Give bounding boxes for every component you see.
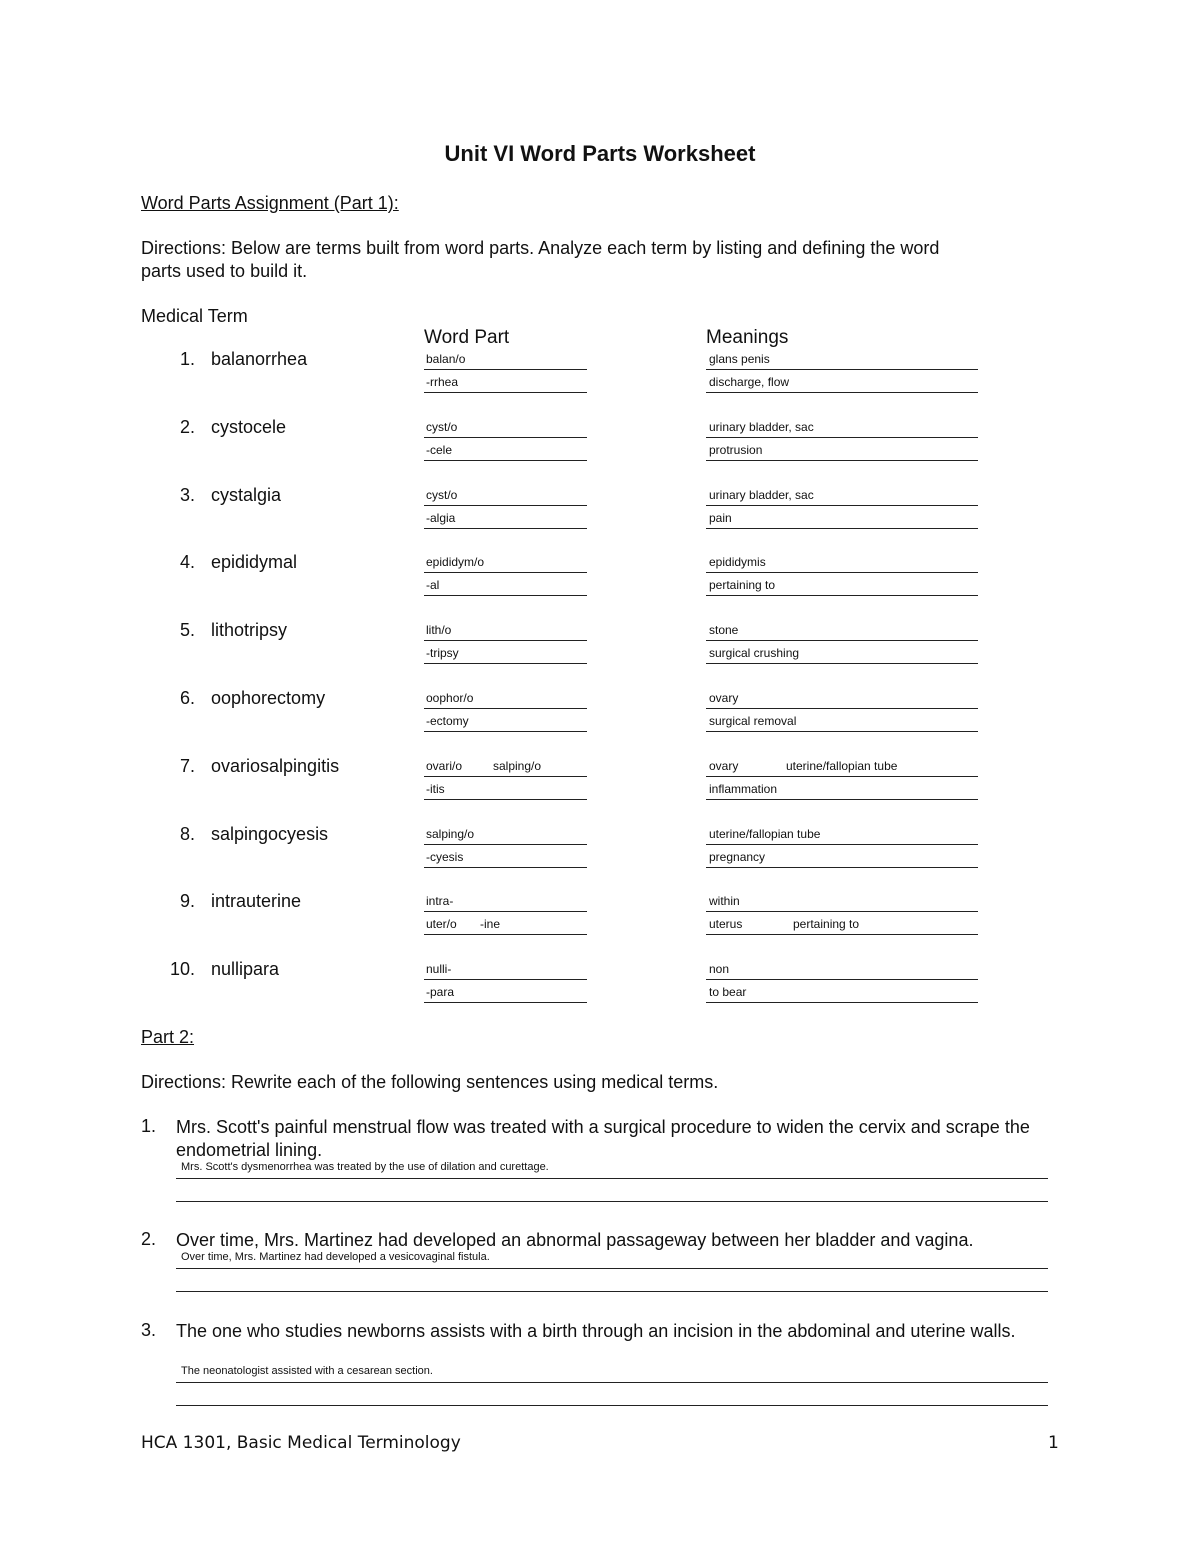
meaning-1: stone bbox=[709, 623, 739, 638]
meaning-2: protrusion bbox=[709, 442, 763, 457]
meaning-line bbox=[706, 369, 978, 370]
word-part-2: -al bbox=[426, 578, 440, 593]
term-number: 6. bbox=[179, 688, 195, 708]
term-name: cystalgia bbox=[211, 484, 282, 505]
word-part-line bbox=[424, 505, 587, 506]
question-number: 2. bbox=[141, 1229, 157, 1249]
word-part-2: -cele bbox=[426, 442, 453, 457]
word-part-line bbox=[424, 460, 587, 461]
term-number: 5. bbox=[179, 620, 195, 641]
word-part-line bbox=[424, 776, 587, 777]
word-part-1: cyst/o bbox=[426, 487, 458, 502]
meaning-line bbox=[706, 460, 978, 461]
term-number: 7. bbox=[179, 755, 195, 776]
word-part-2b: -ine bbox=[480, 917, 501, 932]
answer-line bbox=[176, 1405, 1048, 1406]
term-number: 3. bbox=[179, 484, 195, 505]
word-part-1: oophor/o bbox=[426, 691, 474, 705]
meaning-line bbox=[706, 1002, 978, 1003]
word-part-line bbox=[424, 731, 587, 732]
meaning-1: urinary bladder, sac bbox=[709, 487, 814, 502]
term-name: balanorrhea bbox=[211, 349, 308, 369]
meaning-line bbox=[706, 979, 978, 980]
meaning-1: epididymis bbox=[709, 555, 766, 570]
word-part-1: cyst/o bbox=[426, 419, 458, 434]
question-number: 1. bbox=[141, 1116, 157, 1136]
meaning-line bbox=[706, 731, 978, 732]
term-name: cystocele bbox=[211, 416, 287, 437]
word-part-1: epididym/o bbox=[426, 555, 485, 570]
term-name: oophorectomy bbox=[211, 688, 326, 708]
word-part-2: -algia bbox=[426, 510, 456, 525]
word-part-column-header: Word Part bbox=[424, 327, 510, 348]
meaning-1: non bbox=[709, 962, 730, 977]
word-part-line bbox=[424, 979, 587, 980]
meaning-line bbox=[706, 595, 978, 596]
meaning-line bbox=[706, 799, 978, 800]
word-part-line bbox=[424, 369, 587, 370]
meaning-2: pregnancy bbox=[709, 849, 766, 864]
term-number: 1. bbox=[179, 349, 195, 369]
meaning-2: pain bbox=[709, 510, 732, 525]
word-part-line bbox=[424, 934, 587, 935]
word-part-line bbox=[424, 663, 587, 664]
meaning-line bbox=[706, 776, 978, 777]
word-part-line bbox=[424, 572, 587, 573]
meaning-2: discharge, flow bbox=[709, 375, 790, 389]
term-number: 10. bbox=[169, 959, 195, 980]
word-part-2: -ectomy bbox=[426, 714, 469, 728]
word-part-2: uter/o bbox=[426, 917, 457, 932]
word-part-line bbox=[424, 437, 587, 438]
answer-text: The neonatologist assisted with a cesarean section. bbox=[181, 1365, 433, 1377]
word-part-line bbox=[424, 392, 587, 393]
meaning-2: pertaining to bbox=[709, 578, 776, 593]
meaning-line bbox=[706, 505, 978, 506]
part1-directions-line2: parts used to build it. bbox=[141, 261, 308, 281]
word-part-line bbox=[424, 844, 587, 845]
term-number: 8. bbox=[179, 823, 195, 844]
meaning-line bbox=[706, 663, 978, 664]
meaning-line bbox=[706, 392, 978, 393]
meaning-line bbox=[706, 867, 978, 868]
question-text: Mrs. Scott's painful menstrual flow was treated with a surgical procedure to widen the cervix and scrape the endometrial lining. bbox=[176, 1117, 1030, 1160]
meaning-1: ovary bbox=[709, 758, 739, 773]
meaning-line bbox=[706, 844, 978, 845]
question-text: The one who studies newborns assists with a birth through an incision in the abdominal and uterine walls. bbox=[176, 1321, 1016, 1341]
meaning-2: uterus bbox=[709, 917, 743, 932]
term-number: 4. bbox=[179, 552, 195, 573]
meaning-line bbox=[706, 708, 978, 709]
meaning-1b: uterine/fallopian tube bbox=[786, 758, 898, 773]
term-name: lithotripsy bbox=[211, 620, 288, 641]
part2-heading: Part 2: bbox=[141, 1027, 195, 1047]
meaning-1: within bbox=[709, 894, 740, 909]
term-name: intrauterine bbox=[211, 891, 302, 912]
word-part-1: balan/o bbox=[426, 352, 466, 366]
word-part-2: -tripsy bbox=[426, 646, 459, 661]
meaning-1: glans penis bbox=[709, 352, 770, 366]
footer-page-number: 1 bbox=[1048, 1433, 1059, 1453]
word-part-1: intra- bbox=[426, 894, 454, 909]
part1-directions-line1: Directions: Below are terms built from word parts. Analyze each term by listing and defining the word bbox=[141, 238, 940, 258]
term-name: epididymal bbox=[211, 552, 298, 573]
meaning-1: uterine/fallopian tube bbox=[709, 826, 821, 841]
word-part-1: ovari/o bbox=[426, 758, 463, 773]
meaning-line bbox=[706, 640, 978, 641]
meaning-line bbox=[706, 911, 978, 912]
word-part-1b: salping/o bbox=[493, 758, 542, 773]
term-number: 2. bbox=[179, 416, 195, 437]
word-part-line bbox=[424, 528, 587, 529]
meaning-2: to bear bbox=[709, 985, 747, 1000]
meaning-1: ovary bbox=[709, 691, 739, 705]
word-part-2: -rrhea bbox=[426, 375, 459, 389]
answer-text: Over time, Mrs. Martinez had developed a vesicovaginal fistula. bbox=[181, 1251, 490, 1263]
term-number: 9. bbox=[179, 891, 195, 912]
meaning-1: urinary bladder, sac bbox=[709, 419, 814, 434]
term-name: ovariosalpingitis bbox=[211, 755, 340, 776]
word-part-line bbox=[424, 867, 587, 868]
word-part-line bbox=[424, 708, 587, 709]
footer-course: HCA 1301, Basic Medical Terminology bbox=[141, 1433, 461, 1453]
answer-line bbox=[176, 1291, 1048, 1292]
term-name: nullipara bbox=[211, 959, 280, 980]
word-part-1: nulli- bbox=[426, 962, 452, 977]
answer-line bbox=[176, 1268, 1048, 1269]
question-number: 3. bbox=[141, 1320, 157, 1340]
meanings-column-header: Meanings bbox=[706, 327, 789, 348]
meaning-line bbox=[706, 437, 978, 438]
meaning-line bbox=[706, 528, 978, 529]
word-part-line bbox=[424, 595, 587, 596]
question-text: Over time, Mrs. Martinez had developed an abnormal passageway between her bladder and vagina. bbox=[176, 1230, 974, 1250]
answer-line bbox=[176, 1382, 1048, 1383]
meaning-2: surgical crushing bbox=[709, 646, 800, 661]
word-part-line bbox=[424, 799, 587, 800]
word-part-2: -para bbox=[426, 985, 455, 1000]
answer-line bbox=[176, 1178, 1048, 1179]
word-part-line bbox=[424, 911, 587, 912]
meaning-2b: pertaining to bbox=[793, 917, 860, 932]
word-part-line bbox=[424, 1002, 587, 1003]
medical-term-label: Medical Term bbox=[141, 306, 248, 326]
meaning-2: surgical removal bbox=[709, 714, 797, 728]
meaning-line bbox=[706, 934, 978, 935]
word-part-2: -itis bbox=[426, 781, 445, 796]
page-title: Unit VI Word Parts Worksheet bbox=[444, 141, 756, 166]
meaning-line bbox=[706, 572, 978, 573]
meaning-2: inflammation bbox=[709, 781, 778, 796]
answer-text: Mrs. Scott's dysmenorrhea was treated by the use of dilation and curettage. bbox=[181, 1161, 549, 1173]
part1-heading: Word Parts Assignment (Part 1): bbox=[141, 193, 399, 213]
word-part-2: -cyesis bbox=[426, 849, 464, 864]
word-part-1: lith/o bbox=[426, 623, 452, 638]
word-part-1: salping/o bbox=[426, 826, 475, 841]
term-name: salpingocyesis bbox=[211, 823, 329, 844]
word-part-line bbox=[424, 640, 587, 641]
part2-directions: Directions: Rewrite each of the following sentences using medical terms. bbox=[141, 1072, 719, 1092]
answer-line bbox=[176, 1201, 1048, 1202]
